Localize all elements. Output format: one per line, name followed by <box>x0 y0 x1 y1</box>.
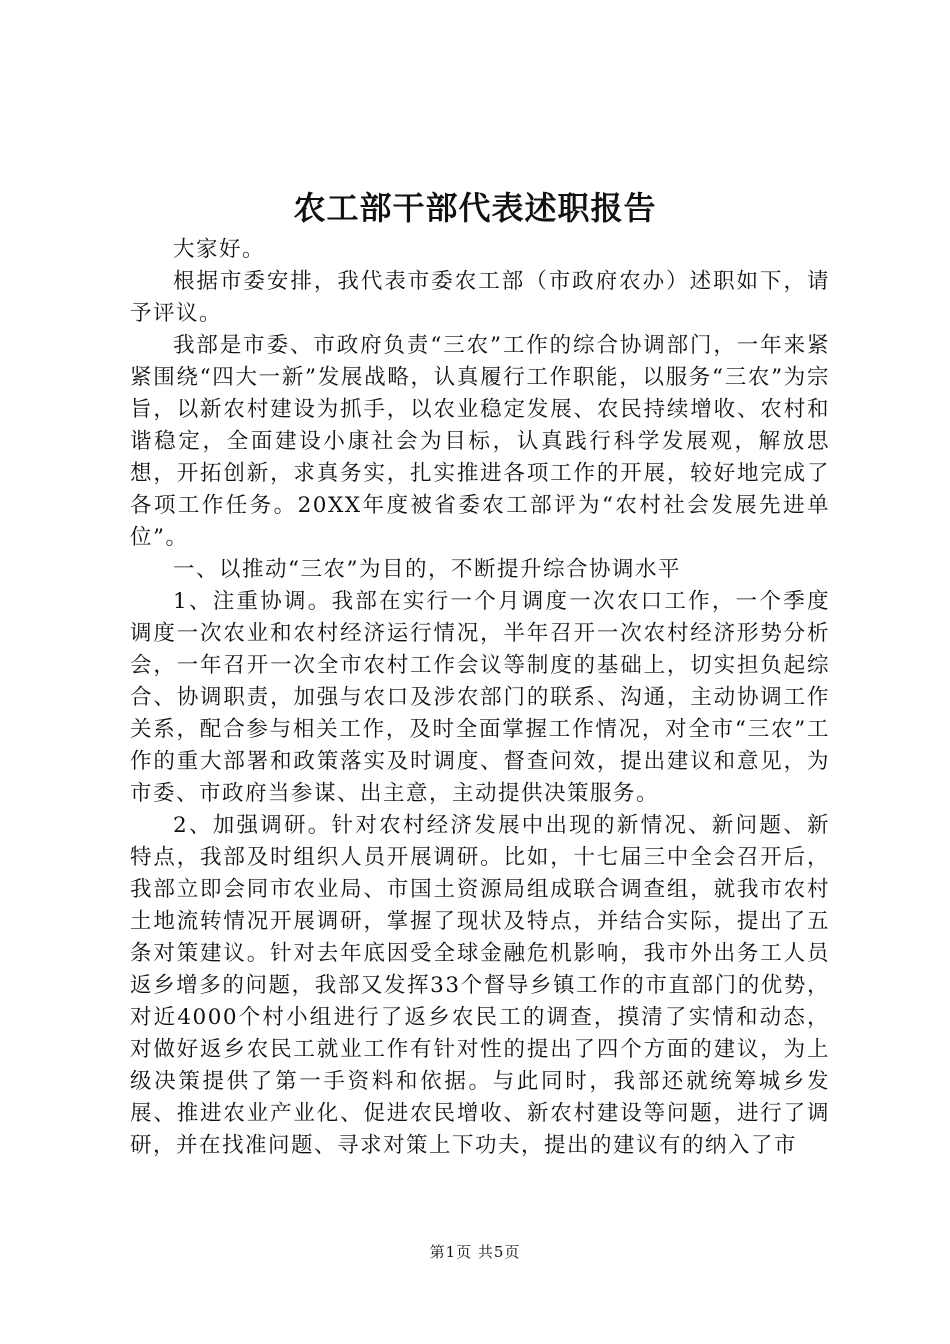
document-body <box>130 234 830 1162</box>
document-title: 农工部干部代表述职报告 <box>293 189 657 227</box>
section-heading-1: 一、以推动“三农”为目的，不断提升综合协调水平 <box>173 557 681 582</box>
paragraph-coordination: 1、注重协调。我部在实行一个月调度一次农口工作，一个季度调度一次农业和农村经济运行情况，半年召开一次农村经济形势分析会，一年召开一次全市农村工作会议等制度的基础上，切实担负起综合、协调职责，加强与农口及涉农部门的联系、沟通，主动协调工作关系，配合参与相关工作，及时全面掌握工作情况，对全市“三农”工作的重大部署和政策落实及时调度、督查问效，提出建议和意见，为市委、市政府当参谋、出主意，主动提供决策服务。 <box>130 589 830 806</box>
paragraph-overview: 我部是市委、市政府负责“三农”工作的综合协调部门，一年来紧紧围绕“四大一新”发展战略，认真履行工作职能，以服务“三农”为宗旨，以新农村建设为抓手，以农业稳定发展、农民持续增收、农村和谐稳定，全面建设小康社会为目标，认真践行科学发展观，解放思想，开拓创新，求真务实，扎实推进各项工作的开展，较好地完成了各项工作任务。20XX年度被省委农工部评为“农村社会发展先进单位”。 <box>130 333 830 550</box>
page-number-footer: 第1页 共5页 <box>429 1243 521 1261</box>
paragraph-research: 2、加强调研。针对农村经济发展中出现的新情况、新问题、新特点，我部及时组织人员开展调研。比如，十七届三中全会召开后，我部立即会同市农业局、市国土资源局组成联合调查组，就我市农村土地流转情况开展调研，掌握了现状及特点，并结合实际，提出了五条对策建议。针对去年底因受全球金融危机影响，我市外出务工人员返乡增多的问题，我部又发挥33个督导乡镇工作的市直部门的优势，对近4000个村小组进行了返乡农民工的调查，摸清了实情和动态，对做好返乡农民工就业工作有针对性的提出了四个方面的建议，为上级决策提供了第一手资料和依据。与此同时，我部还就统筹城乡发展、推进农业产业化、促进农民增收、新农村建设等问题，进行了调研，并在找准问题、寻求对策上下功夫，提出的建议有的纳入了市 <box>130 813 830 1158</box>
paragraph-greeting: 大家好。 <box>173 237 266 262</box>
paragraph-intro: 根据市委安排，我代表市委农工部（市政府农办）述职如下，请予评议。 <box>130 269 830 326</box>
